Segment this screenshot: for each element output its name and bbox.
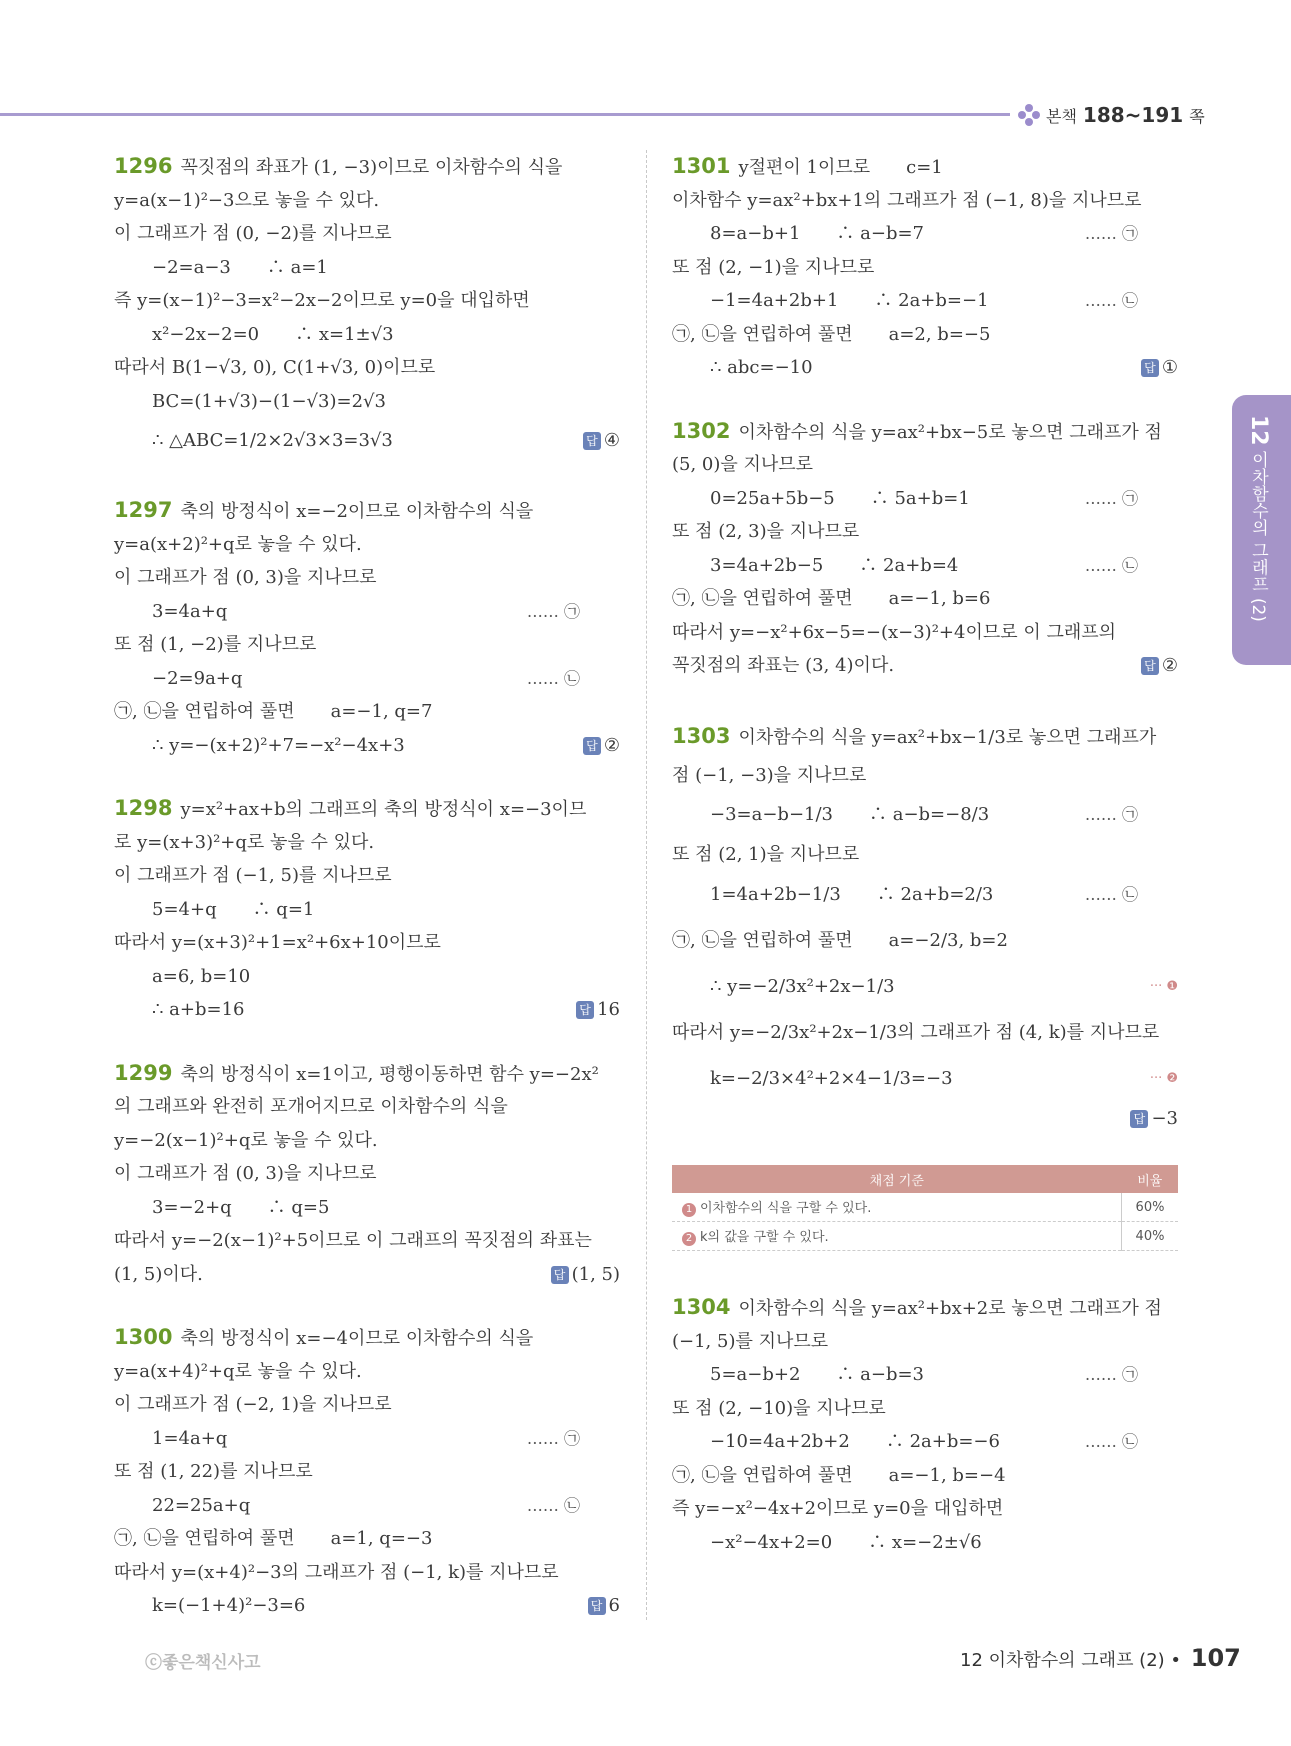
scoring-table-header: 비율: [1122, 1165, 1179, 1193]
solution-text: ∴ a+b=16: [152, 999, 245, 1020]
step-number-icon: 2: [682, 1232, 696, 1246]
solution-text: ∴ y=−(x+2)²+7=−x²−4x+3: [152, 734, 405, 756]
solution-line: [114, 595, 620, 629]
equation-marker: …… ㉠: [526, 1428, 580, 1448]
solution-line: [672, 150, 1178, 184]
problem-1304: [672, 1291, 1178, 1559]
solution-line: [672, 582, 1178, 616]
problem-1299: [114, 1057, 620, 1292]
solution-text: 이 그래프가 점 (0, 3)을 지나므로: [114, 1163, 377, 1184]
solution-line: [672, 284, 1178, 318]
solution-line: [672, 759, 1178, 793]
solution-line: [672, 1358, 1178, 1392]
scoring-table-row: [672, 1222, 1178, 1251]
solution-text: −x²−4x+2=0 ∴ x=−2±√6: [710, 1531, 982, 1553]
equation-marker: …… ㉡: [1084, 291, 1138, 310]
solution-line: [114, 1124, 620, 1158]
solution-text: 의 그래프와 완전히 포개어지므로 이차함수의 식을: [114, 1096, 508, 1117]
solution-line: [114, 1388, 620, 1422]
problem-number: 1298: [114, 796, 173, 820]
solution-line: [114, 1589, 620, 1623]
answer: [583, 729, 620, 763]
solution-text: ∴ y=−2/3x²+2x−1/3: [710, 975, 895, 997]
solution-line: [672, 838, 1178, 872]
answer-value: 6: [608, 1595, 620, 1616]
answer: [1130, 1102, 1178, 1136]
problem-number: 1296: [114, 154, 173, 178]
solution-text: (1, 5)이다.: [114, 1263, 203, 1285]
answer: [588, 1589, 620, 1623]
solution-text: 따라서 y=−2/3x²+2x−1/3의 그래프가 점 (4, k)를 지나므로: [672, 1021, 1160, 1043]
answer: [576, 993, 620, 1027]
solution-text: y=x²+ax+b의 그래프의 축의 방정식이 x=−3이므: [180, 799, 587, 820]
solution-text: 1=4a+q: [152, 1427, 228, 1449]
solution-line: [114, 960, 620, 994]
solution-line: [672, 1102, 1178, 1136]
right-column: [672, 150, 1178, 1589]
solution-line: [114, 1422, 620, 1456]
solution-line: [114, 528, 620, 562]
solution-text: 따라서 y=(x+3)²+1=x²+6x+10이므로: [114, 932, 441, 953]
solution-text: −10=4a+2b+2 ∴ 2a+b=−6: [710, 1431, 1000, 1452]
solution-line: [114, 859, 620, 893]
solution-line: [672, 649, 1178, 683]
solution-text: 즉 y=(x−1)²−3=x²−2x−2이므로 y=0을 대입하면: [114, 290, 530, 311]
problem-1296: [114, 150, 620, 464]
solution-line: [114, 561, 620, 595]
solution-text: 8=a−b+1 ∴ a−b=7: [710, 223, 924, 244]
solution-text: 따라서 y=−2(x−1)²+5이므로 이 그래프의 꼭짓점의 좌표는: [114, 1230, 592, 1251]
solution-text: 또 점 (2, 1)을 지나므로: [672, 844, 860, 865]
solution-text: y절편이 1이므로 c=1: [738, 157, 943, 178]
page-reference-label: 본책: [1046, 106, 1077, 126]
solution-text: k=−2/3×4²+2×4−1/3=−3: [710, 1067, 953, 1089]
solution-text: k=(−1+4)²−3=6: [152, 1595, 306, 1616]
solution-text: ㉠, ㉡을 연립하여 풀면 a=−1, q=7: [114, 701, 433, 722]
problem-number: 1299: [114, 1060, 173, 1085]
criterion-ratio: 60%: [1122, 1193, 1179, 1222]
problem-1303: [672, 713, 1178, 1136]
equation-marker: …… ㉠: [526, 601, 580, 621]
equation-marker: …… ㉡: [1084, 1432, 1138, 1451]
solution-text: ∴ △ABC=1/2×2√3×3=3√3: [152, 430, 393, 451]
solution-text: 로 y=(x+3)²+q로 놓을 수 있다.: [114, 831, 375, 853]
solution-text: ㉠, ㉡을 연립하여 풀면 a=−1, b=−4: [672, 1464, 1006, 1486]
solution-line: [672, 872, 1178, 918]
problem-1302: [672, 415, 1178, 683]
solution-line: [672, 1526, 1178, 1560]
solution-text: 이차함수의 식을 y=ax²+bx−1/3로 놓으면 그래프가: [738, 726, 1157, 748]
flower-icon: [1018, 104, 1040, 126]
solution-line: [672, 549, 1178, 583]
solution-line: [672, 448, 1178, 482]
chapter-tab-number: 12: [1246, 415, 1271, 446]
solution-text: 이 그래프가 점 (−2, 1)을 지나므로: [114, 1394, 392, 1415]
solution-line: [114, 695, 620, 729]
solution-line: [672, 792, 1178, 838]
solution-text: −2=9a+q: [152, 667, 243, 689]
solution-text: a=6, b=10: [152, 965, 251, 987]
solution-text: 꼭짓점의 좌표가 (1, −3)이므로 이차함수의 식을: [180, 157, 563, 178]
answer: [1141, 351, 1178, 385]
equation-marker: …… ㉠: [1084, 1365, 1138, 1384]
problem-number: 1301: [672, 154, 731, 178]
solution-line: [114, 494, 620, 528]
solution-text: 이차함수 y=ax²+bx+1의 그래프가 점 (−1, 8)을 지나므로: [672, 189, 1142, 211]
solution-text: 3=−2+q ∴ q=5: [152, 1196, 330, 1218]
chapter-tab-title: 이차함수의 그래프 (2): [1248, 451, 1268, 622]
answer-badge-icon: 답: [1130, 1110, 1148, 1128]
answer: [583, 418, 620, 464]
solution-line: [672, 1425, 1178, 1459]
equation-marker: …… ㉠: [1084, 488, 1138, 508]
solution-line: [114, 926, 620, 960]
solution-text: (5, 0)을 지나므로: [672, 454, 814, 475]
solution-text: 22=25a+q: [152, 1494, 251, 1516]
problem-1298: [114, 792, 620, 1027]
solution-line: [672, 964, 1178, 1010]
solution-text: 5=a−b+2 ∴ a−b=3: [710, 1364, 924, 1385]
answer-badge-icon: 답: [1141, 657, 1159, 675]
solution-text: 또 점 (2, 3)을 지나므로: [672, 521, 860, 542]
answer-badge-icon: 답: [583, 432, 601, 450]
solution-line: [114, 1455, 620, 1489]
solution-text: ㉠, ㉡을 연립하여 풀면 a=−2/3, b=2: [672, 929, 1008, 951]
problem-1300: [114, 1321, 620, 1623]
solution-line: [114, 1321, 620, 1355]
solution-text: 이 그래프가 점 (0, −2)를 지나므로: [114, 223, 392, 244]
answer-value: ②: [1161, 655, 1178, 676]
solution-line: [114, 1556, 620, 1590]
solution-line: [672, 1291, 1178, 1325]
chapter-tab: [1232, 395, 1291, 665]
solution-line: [672, 515, 1178, 549]
solution-text: y=−2(x−1)²+q로 놓을 수 있다.: [114, 1129, 378, 1151]
publisher-mark: ⓒ좋은책신사고: [145, 1653, 261, 1673]
page-number: 107: [1190, 1644, 1241, 1672]
answer-value: −3: [1151, 1107, 1178, 1129]
solution-text: ㉠, ㉡을 연립하여 풀면 a=1, q=−3: [114, 1528, 433, 1549]
solution-text: (−1, 5)를 지나므로: [672, 1330, 829, 1352]
solution-text: x²−2x−2=0 ∴ x=1±√3: [152, 323, 394, 345]
criterion-text: 이차함수의 식을 구할 수 있다.: [700, 1201, 872, 1216]
solution-text: 1=4a+2b−1/3 ∴ 2a+b=2/3: [710, 883, 994, 905]
equation-marker: …… ㉡: [1084, 555, 1138, 575]
solution-text: 또 점 (1, 22)를 지나므로: [114, 1461, 313, 1482]
solution-text: y=a(x+2)²+q로 놓을 수 있다.: [114, 533, 362, 555]
solution-line: [114, 184, 620, 218]
footer-chapter: 12 이차함수의 그래프 (2): [960, 1650, 1165, 1671]
equation-marker: …… ㉠: [1084, 805, 1138, 824]
solution-line: [114, 284, 620, 318]
solution-line: [114, 1522, 620, 1556]
page-footer: 12 이차함수의 그래프 (2) • 107: [960, 1644, 1241, 1672]
solution-line: [114, 1057, 620, 1091]
solution-text: −1=4a+2b+1 ∴ 2a+b=−1: [710, 290, 989, 311]
problem-1297: [114, 494, 620, 762]
answer-value: ①: [1161, 357, 1178, 378]
solution-line: [114, 893, 620, 927]
page-reference-suffix: 쪽: [1189, 106, 1205, 126]
equation-marker: …… ㉠: [1084, 224, 1138, 243]
solution-line: [114, 1191, 620, 1225]
solution-line: [114, 792, 620, 826]
equation-marker: …… ㉡: [1084, 884, 1138, 904]
solution-text: ㉠, ㉡을 연립하여 풀면 a=2, b=−5: [672, 323, 991, 345]
scoring-step-marker: ··· ❷: [1149, 1070, 1178, 1086]
problem-number: 1297: [114, 498, 173, 522]
answer-value: 16: [597, 999, 620, 1020]
problem-1301: [672, 150, 1178, 385]
problem-number: 1302: [672, 418, 731, 443]
solution-text: y=a(x+4)²+q로 놓을 수 있다.: [114, 1360, 362, 1382]
header-rule: [0, 113, 1010, 116]
solution-text: 따라서 y=−x²+6x−5=−(x−3)²+4이므로 이 그래프의: [672, 621, 1116, 643]
solution-text: 이 그래프가 점 (0, 3)을 지나므로: [114, 567, 377, 588]
problem-number: 1303: [672, 723, 731, 748]
solution-line: [672, 1010, 1178, 1056]
solution-text: BC=(1+√3)−(1−√3)=2√3: [152, 390, 386, 412]
solution-text: −3=a−b−1/3 ∴ a−b=−8/3: [710, 804, 990, 825]
solution-text: 따라서 y=(x+4)²−3의 그래프가 점 (−1, k)를 지나므로: [114, 1561, 559, 1583]
answer-badge-icon: 답: [1141, 359, 1159, 377]
solution-line: [672, 351, 1178, 385]
solution-line: [672, 1056, 1178, 1102]
solution-line: [114, 826, 620, 860]
criterion-text: k의 값을 구할 수 있다.: [700, 1230, 829, 1245]
solution-line: [672, 184, 1178, 218]
solution-line: [114, 1489, 620, 1523]
solution-text: 축의 방정식이 x=−2이므로 이차함수의 식을: [180, 501, 534, 522]
solution-text: ㉠, ㉡을 연립하여 풀면 a=−1, b=6: [672, 588, 991, 609]
solution-text: 5=4+q ∴ q=1: [152, 898, 315, 920]
equation-marker: …… ㉡: [526, 668, 580, 688]
solution-line: [114, 251, 620, 285]
solution-line: [114, 385, 620, 419]
step-number-icon: 1: [682, 1203, 696, 1217]
solution-line: [672, 217, 1178, 251]
solution-line: [114, 993, 620, 1027]
solution-text: 따라서 B(1−√3, 0), C(1+√3, 0)이므로: [114, 357, 436, 378]
scoring-table: [672, 1165, 1178, 1251]
solution-line: [114, 150, 620, 184]
solution-line: [672, 482, 1178, 516]
solution-text: 이 그래프가 점 (−1, 5)를 지나므로: [114, 865, 392, 886]
criterion-ratio: 40%: [1122, 1222, 1179, 1251]
column-divider: [646, 150, 647, 1620]
solution-line: [672, 1492, 1178, 1526]
page-reference: [1018, 100, 1205, 130]
solution-line: [672, 318, 1178, 352]
scoring-step-marker: ··· ❶: [1149, 978, 1178, 994]
solution-line: [114, 1224, 620, 1258]
scoring-table-header: 채점 기준: [672, 1165, 1122, 1193]
solution-text: 0=25a+5b−5 ∴ 5a+b=1: [710, 487, 970, 509]
solution-line: [672, 1325, 1178, 1359]
solution-line: [114, 351, 620, 385]
solution-line: [114, 662, 620, 696]
solution-text: 또 점 (1, −2)를 지나므로: [114, 634, 317, 655]
problem-number: 1300: [114, 1325, 173, 1349]
solution-text: y=a(x−1)²−3으로 놓을 수 있다.: [114, 189, 380, 211]
solution-line: [114, 318, 620, 352]
solution-line: [114, 217, 620, 251]
solution-line: [672, 415, 1178, 449]
solution-line: [114, 1090, 620, 1124]
answer-value: ②: [603, 734, 620, 756]
solution-text: 점 (−1, −3)을 지나므로: [672, 764, 867, 786]
answer: [551, 1258, 620, 1292]
solution-line: [672, 713, 1178, 759]
left-column: [114, 150, 620, 1653]
answer-badge-icon: 답: [551, 1266, 569, 1284]
solution-line: [672, 1459, 1178, 1493]
solution-line: [114, 628, 620, 662]
answer: [1141, 649, 1178, 683]
solution-text: 꼭짓점의 좌표는 (3, 4)이다.: [672, 655, 895, 676]
solution-text: 3=4a+2b−5 ∴ 2a+b=4: [710, 554, 959, 576]
solution-text: 또 점 (2, −10)을 지나므로: [672, 1397, 886, 1419]
solution-text: 또 점 (2, −1)을 지나므로: [672, 256, 875, 278]
equation-marker: …… ㉡: [526, 1495, 580, 1515]
solution-line: [672, 1392, 1178, 1426]
solution-line: [114, 1258, 620, 1292]
solution-text: 축의 방정식이 x=−4이므로 이차함수의 식을: [180, 1328, 534, 1349]
solution-line: [672, 918, 1178, 964]
answer-badge-icon: 답: [588, 1597, 606, 1615]
page-reference-pages: 188~191: [1082, 103, 1184, 127]
solution-text: ∴ abc=−10: [710, 357, 813, 378]
scoring-table-row: [672, 1193, 1178, 1222]
solution-line: [114, 729, 620, 763]
solution-line: [114, 1157, 620, 1191]
solution-text: −2=a−3 ∴ a=1: [152, 256, 328, 278]
solution-text: 이차함수의 식을 y=ax²+bx−5로 놓으면 그래프가 점: [738, 421, 1162, 443]
problem-number: 1304: [672, 1295, 731, 1319]
answer-badge-icon: 답: [576, 1001, 594, 1019]
solution-line: [114, 1355, 620, 1389]
solution-text: 이차함수의 식을 y=ax²+bx+2로 놓으면 그래프가 점: [738, 1298, 1162, 1319]
solution-text: 축의 방정식이 x=1이고, 평행이동하면 함수 y=−2x²: [180, 1063, 599, 1085]
answer-value: (1, 5): [571, 1263, 620, 1285]
solution-line: [114, 418, 620, 464]
solution-line: [672, 616, 1178, 650]
solution-text: 3=4a+q: [152, 600, 228, 622]
answer-value: ④: [603, 430, 620, 451]
solution-line: [672, 251, 1178, 285]
answer-badge-icon: 답: [583, 737, 601, 755]
solution-text: 즉 y=−x²−4x+2이므로 y=0을 대입하면: [672, 1498, 1004, 1519]
